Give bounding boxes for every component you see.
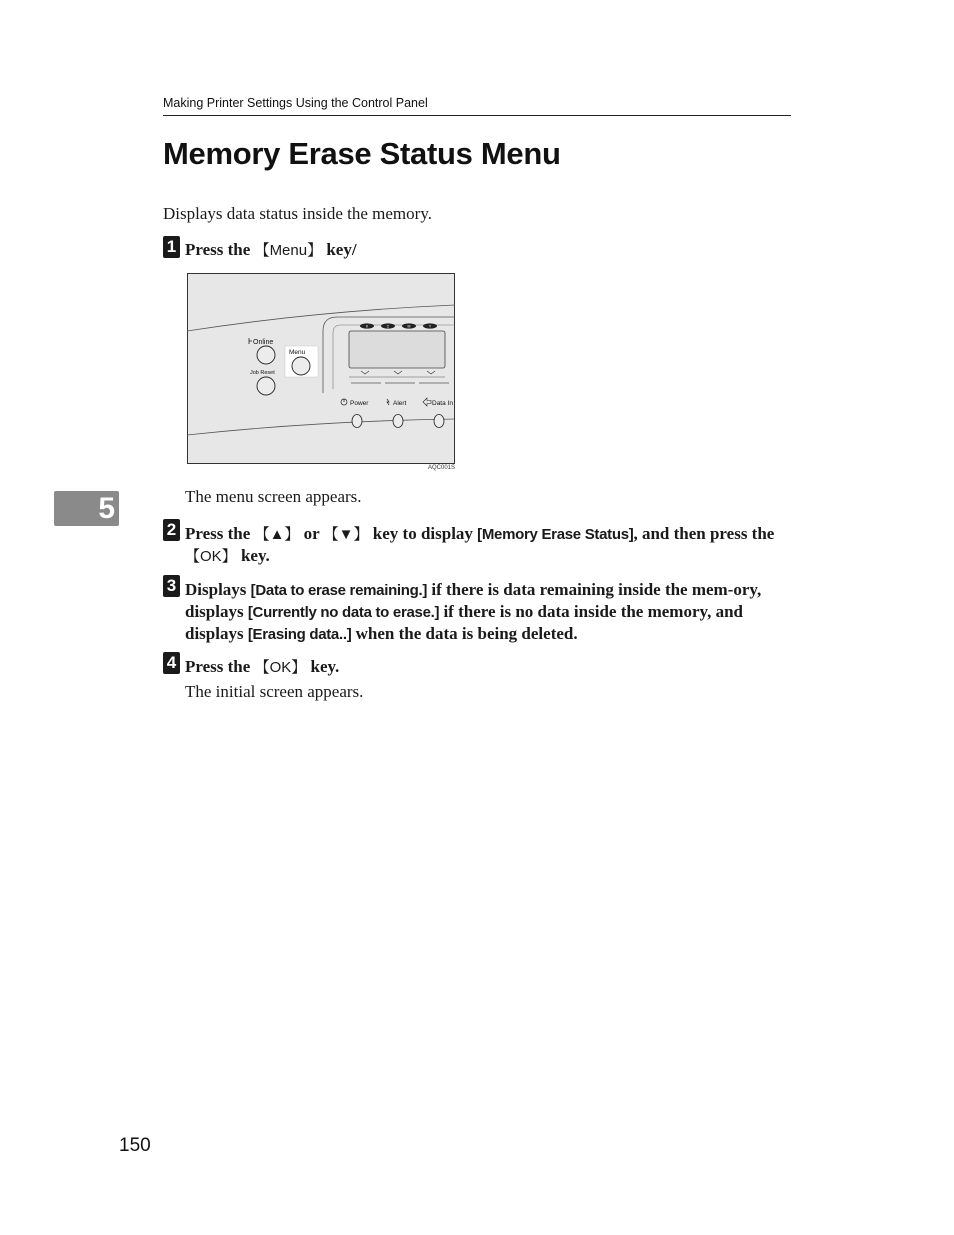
up-key-ref: 【▲】 bbox=[254, 526, 300, 543]
step-2-text-a: Press the bbox=[185, 524, 255, 543]
step-4-note: The initial screen appears. bbox=[185, 682, 364, 701]
figure-code: AQC001S bbox=[427, 465, 455, 471]
alert-label: Alert bbox=[393, 400, 407, 407]
step-4-text bbox=[185, 652, 793, 678]
erasing-data-message: [Erasing data..] bbox=[247, 626, 352, 643]
step-3-text-a: Displays bbox=[185, 580, 251, 599]
step-1-text bbox=[185, 236, 793, 261]
intro-text: Displays data status inside the memory. bbox=[163, 204, 432, 223]
step-1-note: The menu screen appears. bbox=[185, 487, 362, 506]
toner-label-y: Y bbox=[428, 324, 432, 329]
toner-label-c: C bbox=[386, 324, 390, 329]
step-number-4: 4 bbox=[163, 652, 180, 674]
menu-key-ref: 【Menu】 bbox=[254, 242, 323, 259]
step-1 bbox=[163, 236, 793, 261]
running-header-text: Making Printer Settings Using the Control Panel bbox=[163, 96, 428, 110]
online-button-illustration bbox=[257, 346, 275, 364]
alert-lamp bbox=[393, 415, 403, 428]
memory-erase-status-item: [Memory Erase Status] bbox=[477, 526, 634, 543]
step-2-text-c: key to display bbox=[368, 524, 478, 543]
job-reset-button-illustration bbox=[257, 377, 275, 395]
step-2 bbox=[163, 519, 793, 567]
step-2-text bbox=[185, 519, 793, 567]
step-2-text-d: , and then press the bbox=[633, 524, 775, 543]
step-4 bbox=[163, 652, 793, 678]
data-in-label: Data In bbox=[432, 400, 453, 407]
toner-label-k: K bbox=[365, 324, 369, 329]
online-label: Online bbox=[253, 339, 274, 346]
power-label: Power bbox=[350, 400, 369, 407]
down-key-ref: 【▼】 bbox=[323, 526, 369, 543]
menu-label: Menu bbox=[289, 349, 306, 356]
toner-label-m: M bbox=[407, 324, 411, 329]
menu-button-illustration bbox=[292, 357, 310, 375]
step-number-2: 2 bbox=[163, 519, 180, 541]
step-4-text-b: key. bbox=[306, 657, 340, 676]
step-3-text-c: if there is no data inside the memory, and displays bbox=[185, 602, 743, 643]
data-in-lamp bbox=[434, 415, 444, 428]
chapter-tab: 5 bbox=[54, 491, 119, 526]
ok-key-ref: 【OK】 bbox=[254, 659, 307, 676]
step-3-text-d: when the data is being deleted. bbox=[351, 624, 578, 643]
ok-key-ref: 【OK】 bbox=[185, 548, 237, 565]
step-3-text bbox=[185, 575, 793, 645]
step-3 bbox=[163, 575, 793, 645]
page-title: Memory Erase Status Menu bbox=[163, 136, 561, 171]
power-lamp bbox=[352, 415, 362, 428]
step-2-text-e: key. bbox=[236, 546, 270, 565]
data-to-erase-message: [Data to erase remaining.] bbox=[250, 582, 428, 599]
control-panel-illustration bbox=[187, 273, 455, 464]
step-number-3: 3 bbox=[163, 575, 180, 597]
step-1-text-b: key/ bbox=[322, 240, 357, 259]
job-reset-label: Job Reset bbox=[250, 370, 275, 376]
step-4-text-a: Press the bbox=[185, 657, 255, 676]
page-number: 150 bbox=[119, 1135, 151, 1156]
no-data-message: [Currently no data to erase.] bbox=[247, 604, 440, 621]
running-header bbox=[163, 96, 791, 116]
step-number-1: 1 bbox=[163, 236, 180, 258]
step-1-text-a: Press the bbox=[185, 240, 255, 259]
step-2-text-b: or bbox=[299, 524, 324, 543]
step-3-text-b: if there is data remaining inside the mem-ory, displays bbox=[185, 580, 762, 621]
